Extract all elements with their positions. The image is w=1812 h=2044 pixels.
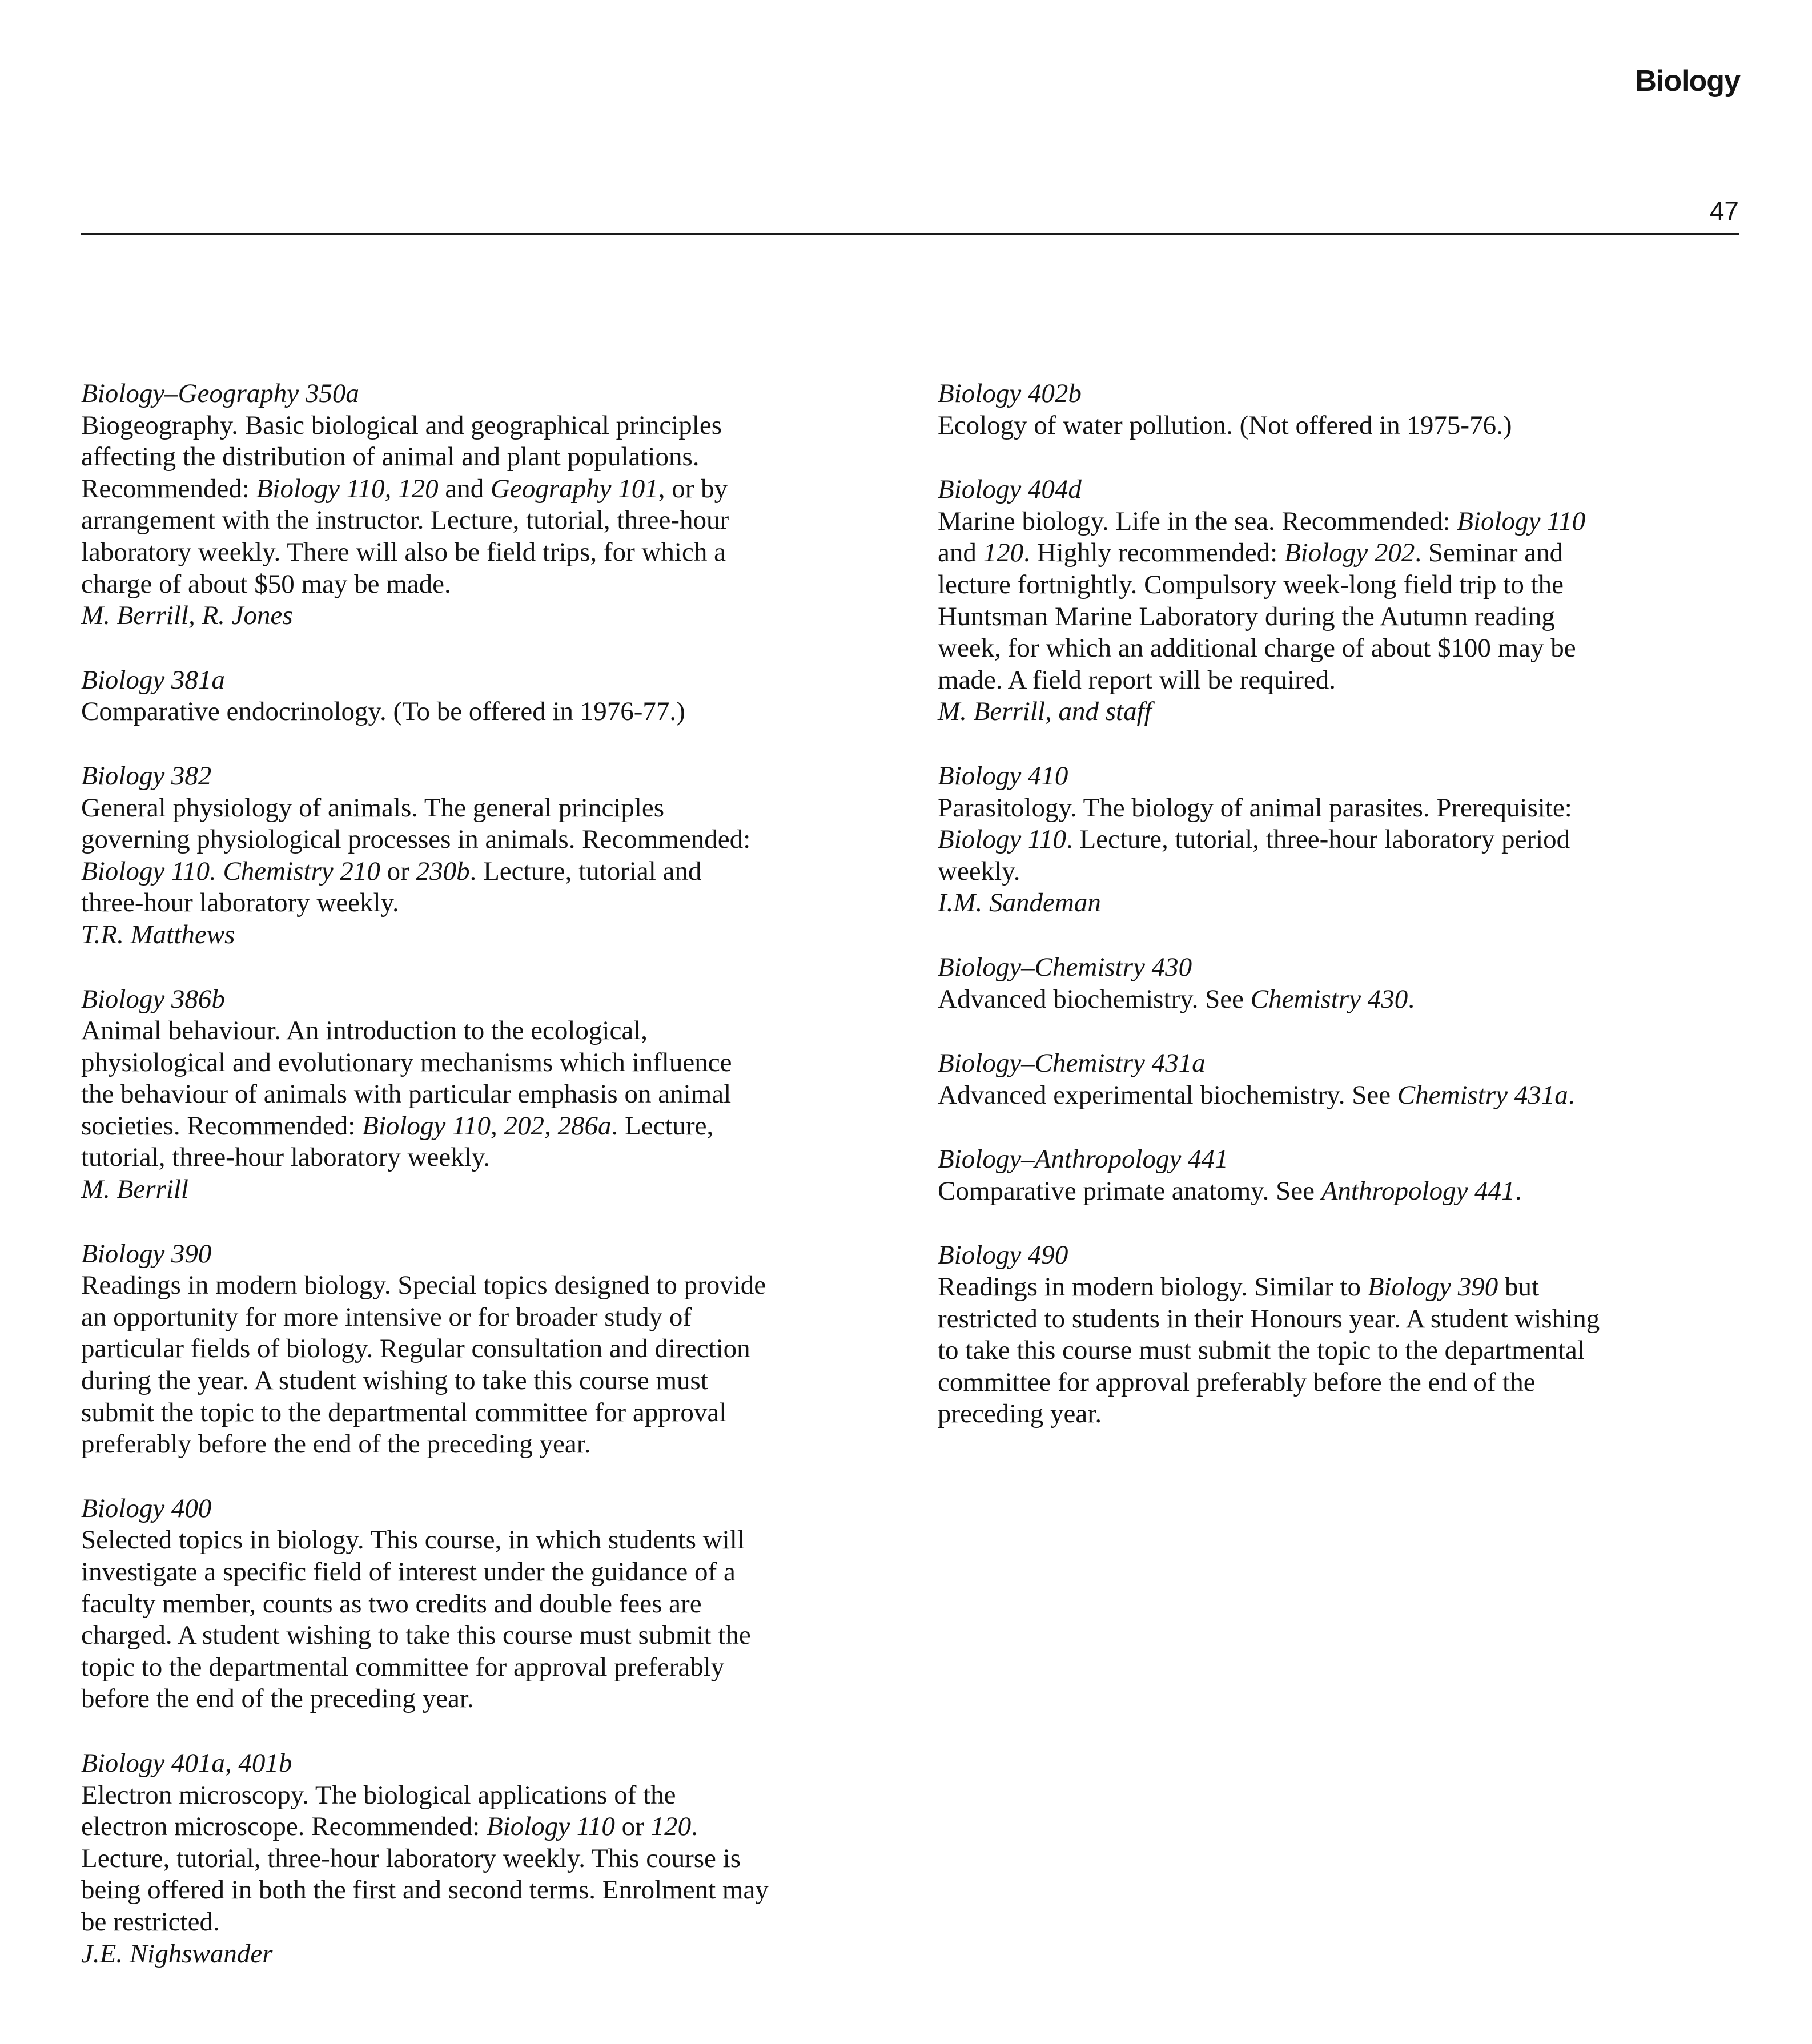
course-entry	[81, 378, 892, 632]
description-text: . Highly recommended:	[1023, 538, 1284, 568]
course-instructor: T.R. Matthews	[81, 919, 235, 949]
description-text: governing physiological processes in animals. Recommended:	[81, 824, 751, 855]
description-text: week, for which an additional charge of about $100 may be	[938, 633, 1576, 663]
description-text: Comparative primate anatomy. See	[938, 1176, 1321, 1206]
description-text: investigate a specific field of interest under the guidance of a	[81, 1557, 736, 1587]
course-reference: 120	[983, 538, 1024, 568]
description-text: made. A field report will be required.	[938, 665, 1336, 695]
description-text: .	[691, 1812, 698, 1842]
description-text: the behaviour of animals with particular emphasis on animal	[81, 1079, 732, 1109]
description-text: submit the topic to the departmental committee for approval	[81, 1397, 727, 1427]
description-text: an opportunity for more intensive or for broader study of	[81, 1302, 692, 1332]
description-text: committee for approval preferably before the end of the	[938, 1367, 1536, 1397]
course-reference: Biology 110, 202, 286a	[362, 1110, 612, 1141]
course-heading: Biology–Chemistry 430	[938, 952, 1192, 982]
course-instructor: M. Berrill, and staff	[938, 697, 1152, 727]
description-text: weekly.	[938, 856, 1020, 886]
description-text: . Lecture, tutorial, three-hour laboratory period	[1066, 824, 1570, 855]
description-text: charge of about $50 may be made.	[81, 569, 451, 599]
description-text: preceding year.	[938, 1399, 1102, 1429]
course-entry	[938, 378, 1749, 441]
description-text: .	[1408, 984, 1415, 1014]
description-text: . Lecture,	[611, 1110, 714, 1141]
description-text: .	[1514, 1176, 1522, 1206]
course-reference: 120	[650, 1812, 692, 1842]
course-reference: Biology 110. Chemistry 210	[81, 856, 380, 886]
description-text: Ecology of water pollution. (Not offered in 1975-76.)	[938, 410, 1512, 440]
course-heading: Biology 490	[938, 1240, 1068, 1270]
description-text: Selected topics in biology. This course, in which students will	[81, 1525, 745, 1555]
course-description	[938, 792, 1749, 888]
description-text: during the year. A student wishing to take this course must	[81, 1366, 708, 1396]
description-text: to take this course must submit the topic to the departmental	[938, 1335, 1585, 1366]
course-instructor: M. Berrill	[81, 1174, 188, 1205]
course-description	[81, 410, 892, 601]
course-entry	[81, 1748, 892, 1970]
course-reference: 230b	[416, 856, 470, 886]
course-description	[81, 1524, 892, 1715]
course-heading: Biology–Anthropology 441	[938, 1144, 1228, 1174]
course-heading: Biology 386b	[81, 984, 225, 1014]
description-text: . Seminar and	[1415, 538, 1564, 568]
description-text: physiological and evolutionary mechanisms which influence	[81, 1047, 732, 1077]
course-instructor: I.M. Sandeman	[938, 888, 1101, 918]
course-reference: Biology 110	[1457, 506, 1586, 536]
course-heading: Biology 382	[81, 761, 212, 791]
description-text: .	[1568, 1080, 1575, 1110]
description-text: Lecture, tutorial, three-hour laboratory weekly. This course is	[81, 1843, 741, 1873]
section-title: Biology	[1635, 65, 1740, 98]
description-text: Comparative endocrinology. (To be offered in 1976-77.)	[81, 697, 685, 727]
course-instructor: M. Berrill, R. Jones	[81, 601, 293, 631]
course-description	[938, 1176, 1749, 1208]
description-text: , or by	[658, 473, 728, 504]
description-text: Advanced experimental biochemistry. See	[938, 1080, 1397, 1110]
description-text: Marine biology. Life in the sea. Recommended:	[938, 506, 1457, 536]
header-rule	[81, 233, 1739, 235]
description-text: preferably before the end of the preceding year.	[81, 1429, 591, 1459]
course-heading: Biology 404d	[938, 474, 1082, 505]
description-text: three-hour laboratory weekly.	[81, 888, 399, 918]
course-description	[938, 506, 1749, 697]
course-description	[81, 1780, 892, 1938]
description-text: affecting the distribution of animal and plant populations.	[81, 442, 700, 472]
course-reference: Biology 390	[1367, 1272, 1498, 1302]
course-description	[81, 696, 892, 728]
course-description	[938, 1080, 1749, 1112]
description-text: and	[938, 538, 983, 568]
description-text: Advanced biochemistry. See	[938, 984, 1251, 1014]
course-heading: Biology 402b	[938, 379, 1082, 408]
course-heading: Biology 400	[81, 1493, 212, 1523]
description-text: . Lecture, tutorial and	[469, 856, 702, 886]
description-text: be restricted.	[81, 1906, 220, 1937]
course-description	[81, 1270, 892, 1460]
course-heading: Biology 410	[938, 761, 1068, 791]
course-reference: Anthropology 441	[1321, 1176, 1515, 1206]
description-text: Readings in modern biology. Similar to	[938, 1272, 1368, 1302]
course-entry	[938, 1144, 1749, 1207]
description-text: electron microscope. Recommended:	[81, 1812, 487, 1842]
course-reference: Biology 110, 120	[256, 473, 439, 504]
course-reference: Biology 110	[938, 824, 1066, 855]
course-description	[938, 410, 1749, 442]
description-text: and	[438, 473, 491, 504]
course-description	[81, 792, 892, 919]
course-heading: Biology–Chemistry 431a	[938, 1048, 1206, 1079]
course-heading: Biology 401a, 401b	[81, 1748, 292, 1778]
description-text: Huntsman Marine Laboratory during the Autumn reading	[938, 601, 1555, 631]
course-entry	[938, 761, 1749, 919]
course-reference: Chemistry 430	[1250, 984, 1408, 1014]
description-text: laboratory weekly. There will also be field trips, for which a	[81, 537, 726, 567]
left-column	[81, 378, 892, 2002]
course-entry	[81, 1493, 892, 1715]
description-text: General physiology of animals. The general principles	[81, 792, 665, 823]
course-entry	[81, 984, 892, 1206]
description-text: charged. A student wishing to take this course must submit the	[81, 1620, 751, 1651]
description-text: Electron microscopy. The biological applications of the	[81, 1780, 676, 1810]
course-reference: Chemistry 431a	[1397, 1080, 1568, 1110]
description-text: restricted to students in their Honours year. A student wishing	[938, 1303, 1600, 1334]
course-heading: Biology 381a	[81, 665, 225, 695]
description-text: societies. Recommended:	[81, 1110, 363, 1141]
description-text: Parasitology. The biology of animal parasites. Prerequisite:	[938, 792, 1572, 823]
description-text: or	[614, 1812, 651, 1842]
course-heading: Biology 390	[81, 1238, 212, 1269]
description-text: Readings in modern biology. Special topics designed to provide	[81, 1270, 766, 1301]
description-text: Recommended:	[81, 473, 256, 504]
right-column	[938, 378, 1749, 1463]
course-entry	[81, 1238, 892, 1460]
description-text: topic to the departmental committee for approval preferably	[81, 1652, 725, 1682]
description-text: Animal behaviour. An introduction to the ecological,	[81, 1016, 648, 1046]
description-text: arrangement with the instructor. Lecture, tutorial, three-hour	[81, 505, 729, 536]
description-text: Biogeography. Basic biological and geographical principles	[81, 410, 722, 440]
course-description	[938, 1272, 1749, 1430]
description-text: faculty member, counts as two credits and double fees are	[81, 1588, 702, 1619]
description-text: or	[380, 856, 416, 886]
course-entry	[81, 665, 892, 728]
page-number: 47	[1709, 196, 1739, 226]
course-reference: Biology 202	[1284, 538, 1415, 568]
description-text: lecture fortnightly. Compulsory week-long field trip to the	[938, 569, 1564, 599]
description-text: before the end of the preceding year.	[81, 1684, 474, 1714]
course-description	[81, 1015, 892, 1174]
description-text: being offered in both the first and second terms. Enrolment may	[81, 1875, 769, 1905]
description-text: tutorial, three-hour laboratory weekly.	[81, 1142, 491, 1173]
description-text: but	[1498, 1272, 1540, 1302]
course-heading: Biology–Geography 350a	[81, 379, 359, 408]
description-text: particular fields of biology. Regular consultation and direction	[81, 1334, 750, 1364]
course-entry	[938, 952, 1749, 1015]
course-entry	[938, 1240, 1749, 1430]
course-instructor: J.E. Nighswander	[81, 1938, 273, 1969]
course-reference: Geography 101	[491, 473, 658, 504]
course-reference: Biology 110	[486, 1812, 615, 1842]
course-entry	[81, 761, 892, 951]
course-description	[938, 984, 1749, 1016]
course-entry	[938, 1048, 1749, 1111]
course-entry	[938, 474, 1749, 728]
